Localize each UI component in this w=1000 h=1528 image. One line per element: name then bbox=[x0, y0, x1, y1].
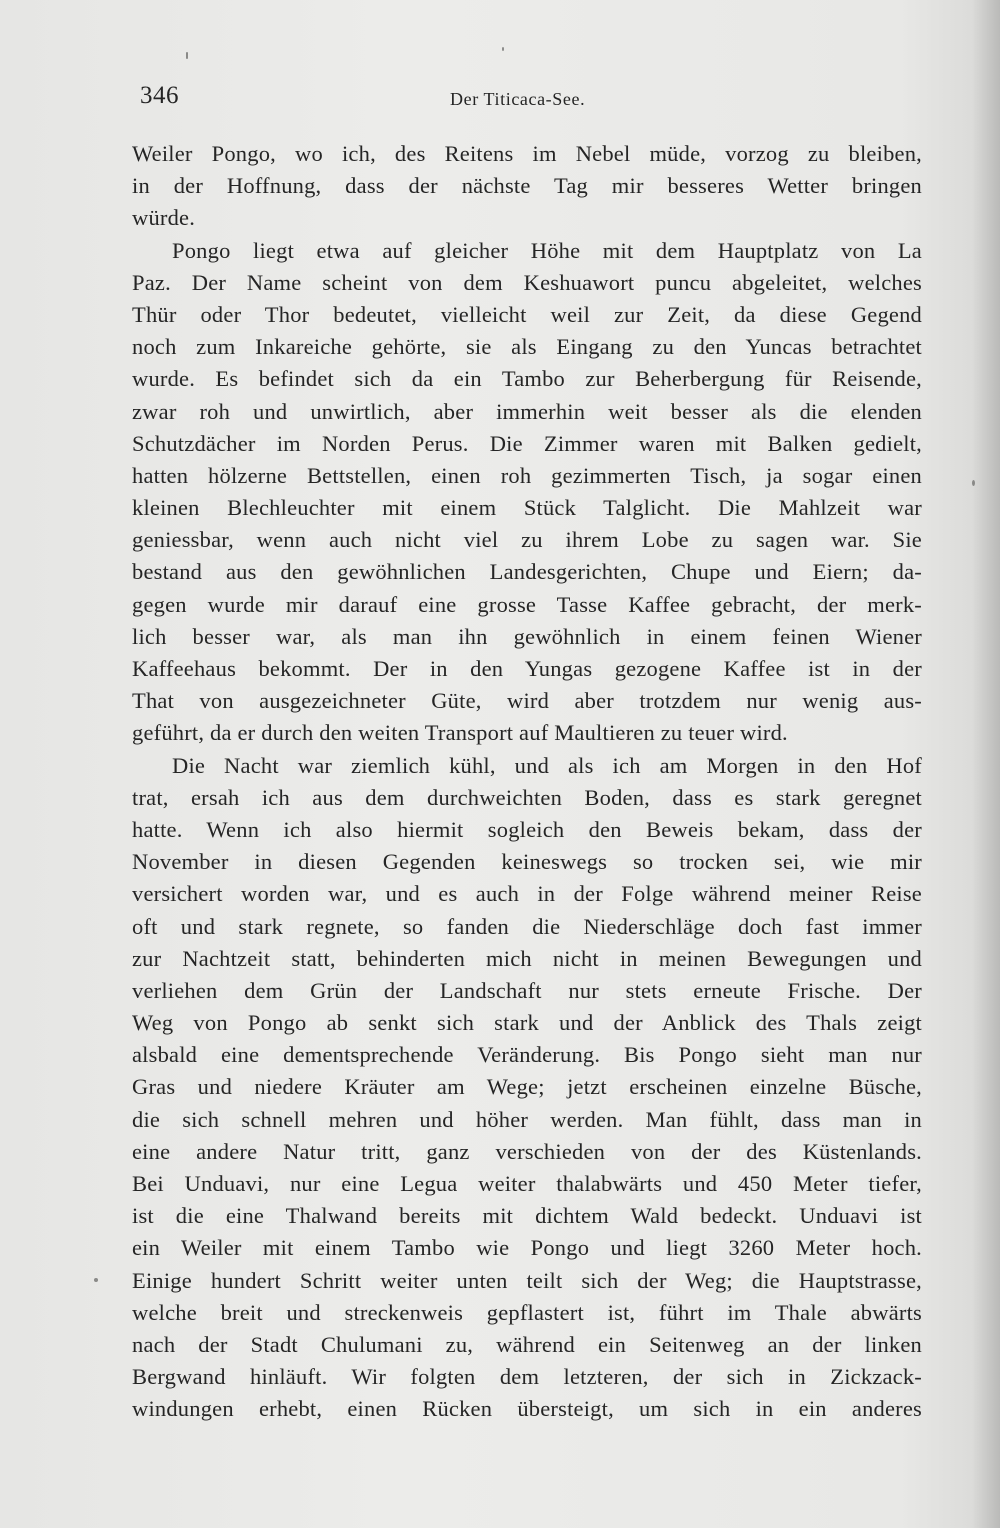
text-line: wurde. Es befindet sich da ein Tambo zur Beherbergung für Reisende, bbox=[132, 366, 922, 392]
text-line: Kaffeehaus bekommt. Der in den Yungas gezogene Kaffee ist in der bbox=[132, 656, 922, 681]
text-line: lich besser war, als man ihn gewöhnlich in einem feinen Wiener bbox=[132, 623, 922, 649]
text-line: kleinen Blechleuchter mit einem Stück Talglicht. Die Mahlzeit war bbox=[132, 495, 922, 521]
text-line: noch zum Inkareiche gehörte, sie als Eingang zu den Yuncas betrachtet bbox=[132, 334, 922, 360]
running-head: Der Titicaca-See. bbox=[450, 89, 586, 109]
body-text bbox=[132, 138, 922, 1426]
text-line: zwar roh und unwirtlich, aber immerhin weit besser als die elenden bbox=[132, 398, 922, 424]
text-line: eine andere Natur tritt, ganz verschieden von der des Küstenlands. bbox=[132, 1138, 922, 1164]
text-line: geführt, da er durch den weiten Transport auf Maultieren zu teuer wird. bbox=[132, 720, 788, 746]
text-line: gegen wurde mir darauf eine grosse Tasse Kaffee gebracht, der merk- bbox=[132, 591, 922, 617]
text-line: ein Weiler mit einem Tambo wie Pongo und liegt 3260 Meter hoch. bbox=[132, 1235, 922, 1261]
text-line: hatte. Wenn ich also hiermit sogleich den Beweis bekam, dass der bbox=[132, 816, 922, 842]
text-line: nach der Stadt Chulumani zu, während ein Seitenweg an der linken bbox=[132, 1331, 922, 1357]
print-speck bbox=[502, 47, 504, 51]
text-line: ist die eine Thalwand bereits mit dichtem Wald bedeckt. Unduavi ist bbox=[132, 1203, 922, 1229]
text-line: Gras und niedere Kräuter am Wege; jetzt erscheinen einzelne Büsche, bbox=[132, 1074, 922, 1100]
text-line: bestand aus den gewöhnlichen Landesgerichten, Chupe und Eiern; da- bbox=[132, 559, 922, 585]
text-line: Bergwand hinläuft. Wir folgten dem letzteren, der sich in Zickzack- bbox=[132, 1364, 922, 1390]
text-line: geniessbar, wenn auch nicht viel zu ihrem Lobe zu sagen war. Sie bbox=[132, 527, 922, 553]
text-line: Weg von Pongo ab senkt sich stark und der Anblick des Thals zeigt bbox=[132, 1010, 922, 1036]
text-line: Bei Unduavi, nur eine Legua weiter thalabwärts und 450 Meter tiefer, bbox=[132, 1171, 922, 1196]
text-line: zur Nachtzeit statt, behinderten mich nicht in meinen Bewegungen und bbox=[132, 945, 922, 971]
text-line: Die Nacht war ziemlich kühl, und als ich am Morgen in den Hof bbox=[172, 752, 922, 778]
text-line: windungen erhebt, einen Rücken übersteigt, um sich in ein anderes bbox=[132, 1396, 922, 1422]
text-line: Einige hundert Schritt weiter unten teilt sich der Weg; die Hauptstrasse, bbox=[132, 1267, 922, 1293]
text-line: November in diesen Gegenden keineswegs so trocken sei, wie mir bbox=[132, 849, 922, 875]
text-line: versichert worden war, und es auch in der Folge während meiner Reise bbox=[132, 881, 922, 907]
text-line: Thür oder Thor bedeutet, vielleicht weil zur Zeit, da diese Gegend bbox=[132, 301, 922, 327]
text-line: alsbald eine dementsprechende Veränderung. Bis Pongo sieht man nur bbox=[132, 1042, 922, 1068]
text-line: That von ausgezeichneter Güte, wird aber trotzdem nur wenig aus- bbox=[132, 688, 922, 714]
page-number: 346 bbox=[140, 82, 179, 109]
text-line: Pongo liegt etwa auf gleicher Höhe mit dem Hauptplatz von La bbox=[172, 237, 922, 263]
print-speck bbox=[94, 1278, 98, 1282]
text-line: verliehen dem Grün der Landschaft nur stets erneute Frische. Der bbox=[132, 977, 922, 1003]
text-line: Schutzdächer im Norden Perus. Die Zimmer waren mit Balken gedielt, bbox=[132, 430, 922, 456]
text-line: Weiler Pongo, wo ich, des Reitens im Nebel müde, vorzog zu bleiben, bbox=[132, 141, 922, 166]
page-edge-shadow bbox=[972, 0, 1000, 1528]
text-line: oft und stark regnete, so fanden die Niederschläge doch fast immer bbox=[132, 913, 922, 939]
text-line: Paz. Der Name scheint von dem Keshuawort puncu abgeleitet, welches bbox=[132, 269, 922, 295]
print-speck bbox=[972, 480, 975, 486]
text-line: welche breit und streckenweis gepflastert ist, führt im Thale abwärts bbox=[132, 1299, 922, 1325]
print-speck bbox=[186, 52, 188, 59]
page-header bbox=[140, 82, 920, 118]
text-line: die sich schnell mehren und höher werden. Man fühlt, dass man in bbox=[132, 1106, 922, 1132]
text-line: in der Hoffnung, dass der nächste Tag mir besseres Wetter bringen bbox=[132, 173, 922, 199]
text-line: würde. bbox=[132, 205, 196, 231]
text-line: trat, ersah ich aus dem durchweichten Boden, dass es stark geregnet bbox=[132, 784, 922, 810]
text-line: hatten hölzerne Bettstellen, einen roh gezimmerten Tisch, ja sogar einen bbox=[132, 462, 922, 488]
